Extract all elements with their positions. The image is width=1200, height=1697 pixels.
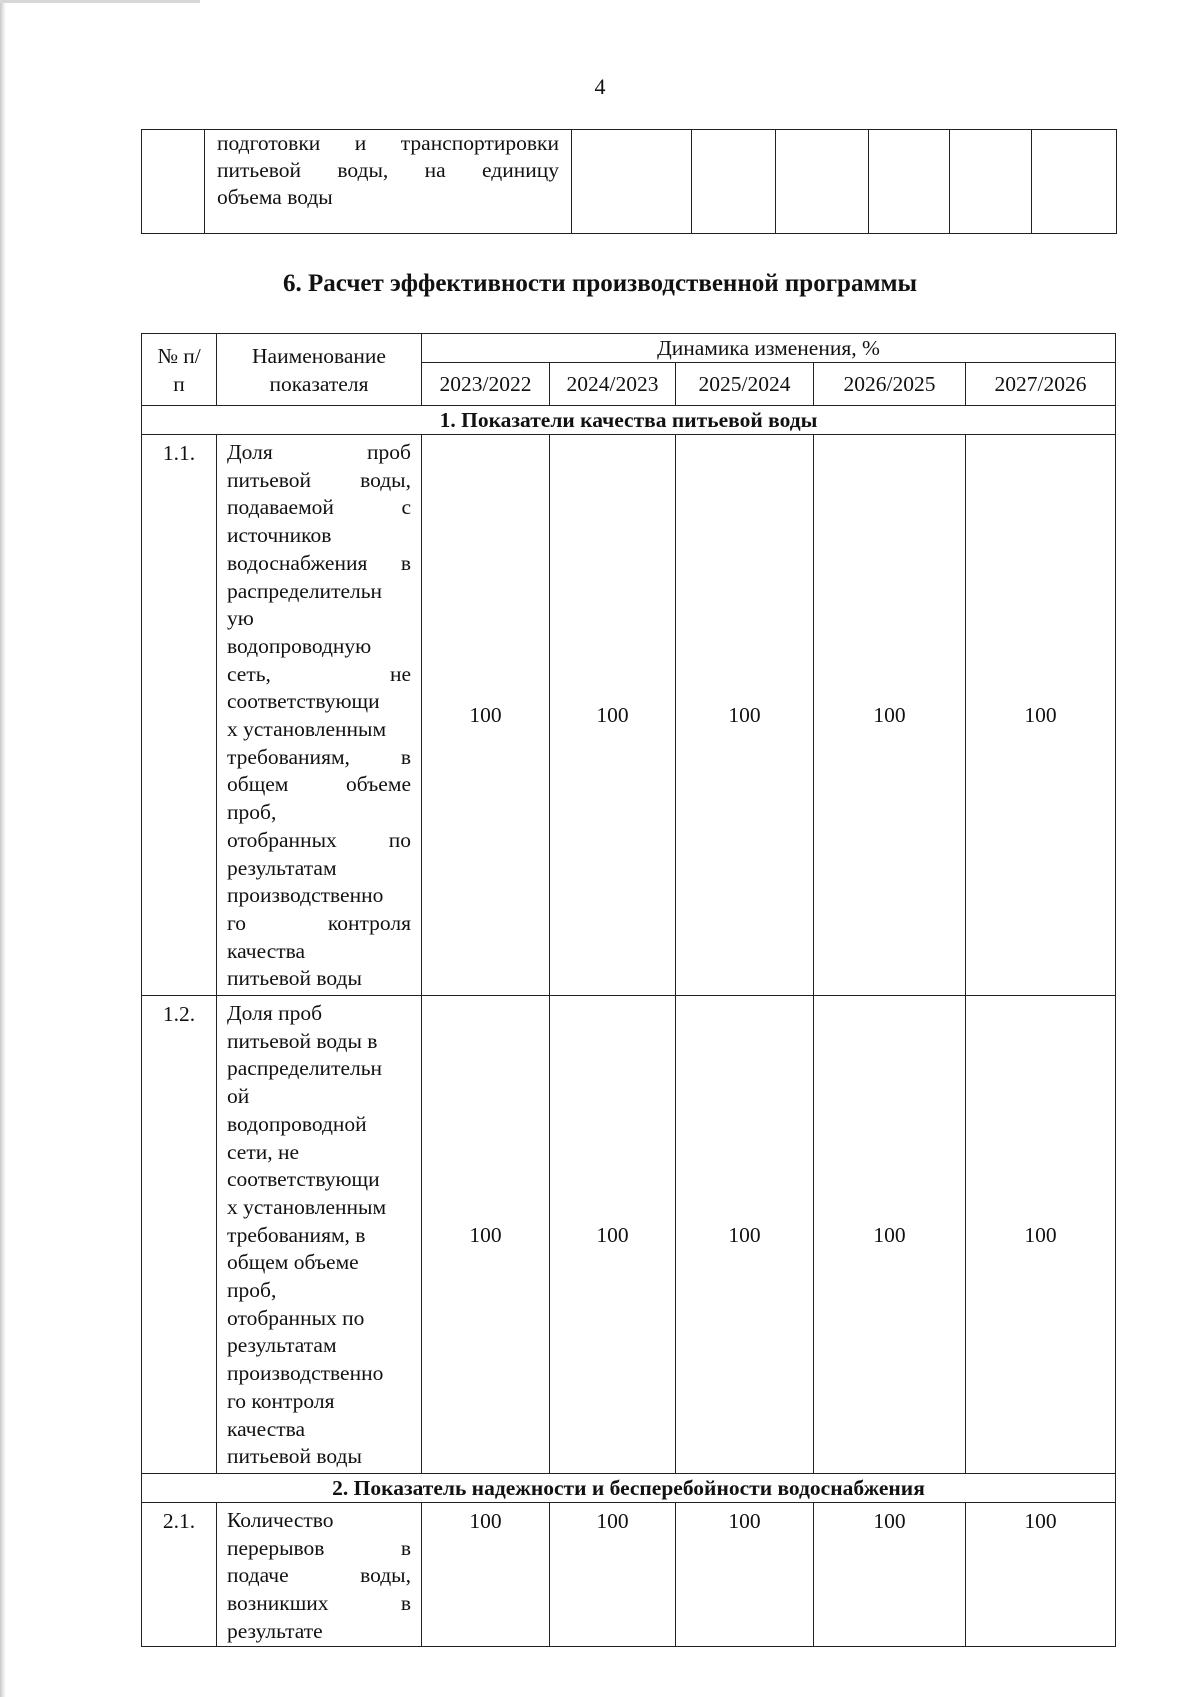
value-cell: 100 — [676, 1503, 814, 1647]
row-number: 1.2. — [142, 996, 217, 1474]
table-cell — [776, 130, 869, 234]
value-cell: 100 — [422, 1503, 550, 1647]
text-line: питьевой воды — [227, 966, 362, 991]
table-cell — [950, 130, 1032, 234]
text-line: водопроводную — [227, 633, 372, 658]
row-number: 2.1. — [142, 1503, 217, 1647]
header-year: 2023/2022 — [422, 363, 550, 406]
indicator-name — [217, 996, 422, 1474]
table-row — [142, 130, 1117, 234]
text-line: объема воды — [217, 185, 333, 209]
header-year: 2026/2025 — [814, 363, 966, 406]
text-line: результатам — [227, 855, 337, 880]
text-line: питьевой воды в — [227, 1028, 378, 1053]
text-line: сеть, не — [227, 661, 411, 686]
indicator-name — [217, 435, 422, 996]
text-line: производственно — [227, 1361, 384, 1386]
value-cell: 100 — [814, 435, 966, 996]
text-line: возникших в — [227, 1591, 411, 1616]
text-line: отобранных по — [227, 827, 411, 852]
header-year: 2024/2023 — [550, 363, 676, 406]
text-line: производственно — [227, 883, 384, 908]
text-line: проб, — [227, 1278, 277, 1303]
value-cell: 100 — [966, 1503, 1116, 1647]
value-cell: 100 — [814, 996, 966, 1474]
scan-edge — [0, 0, 6, 1697]
text-line: ой — [227, 1084, 250, 1109]
text-line: распределительн — [227, 1056, 383, 1081]
value-cell: 100 — [550, 996, 676, 1474]
category-row — [142, 1474, 1116, 1503]
text-line: Количество — [227, 1508, 334, 1532]
text-line: общем объеме — [227, 772, 411, 797]
text-line: х установленным — [227, 1194, 387, 1219]
value-cell: 100 — [422, 435, 550, 996]
text-line: отобранных по — [227, 1305, 365, 1330]
table-cell — [692, 130, 776, 234]
text-line: ую — [227, 606, 254, 631]
text-line: общем объеме — [227, 1250, 359, 1275]
text-line: проб, — [227, 800, 277, 825]
text-line: качества — [227, 938, 306, 963]
value-cell: 100 — [550, 435, 676, 996]
text-line: качества — [227, 1416, 306, 1441]
text-line: водоснабжения в — [227, 550, 411, 575]
text-line: Доля проб — [227, 440, 411, 464]
text-line: х установленным — [227, 717, 387, 742]
text-line: требованиям, в — [227, 744, 411, 769]
text-line: подаваемой с — [227, 495, 411, 520]
header-row — [142, 334, 1116, 363]
category-title: 1. Показатели качества питьевой воды — [142, 406, 1116, 435]
text-line: подготовки и транспортировки — [217, 131, 559, 155]
text-line: источников — [227, 523, 332, 548]
row-number: 1.1. — [142, 435, 217, 996]
text-line: результате — [227, 1618, 323, 1643]
header-year: 2027/2026 — [966, 363, 1116, 406]
text-line: Доля проб — [227, 1001, 323, 1025]
text-line: го контроля — [227, 1388, 335, 1413]
table-cell — [572, 130, 692, 234]
text-line: питьевой воды, — [227, 467, 411, 492]
scan-edge-top — [0, 0, 200, 3]
continuation-text — [205, 130, 572, 234]
page-number: 4 — [594, 74, 606, 99]
header-name: Наименование показателя — [217, 334, 422, 406]
continuation-table — [141, 129, 1117, 234]
table-cell — [869, 130, 950, 234]
table-cell — [142, 130, 205, 234]
text-line: питьевой воды, на единицу — [217, 158, 559, 182]
value-cell: 100 — [676, 996, 814, 1474]
value-cell: 100 — [966, 996, 1116, 1474]
value-cell: 100 — [966, 435, 1116, 996]
table-row — [142, 435, 1116, 996]
text-line: соответствующи — [227, 689, 380, 714]
text-line: перерывов в — [227, 1535, 411, 1560]
text-line: подаче воды, — [227, 1563, 411, 1588]
text-line: водопроводной — [227, 1111, 367, 1136]
value-cell: 100 — [422, 996, 550, 1474]
text-line: сети, не — [227, 1139, 300, 1164]
section-title: 6. Расчет эффективности производственной программы — [282, 270, 918, 297]
category-title: 2. Показатель надежности и бесперебойности водоснабжения — [142, 1474, 1116, 1503]
text-line: распределительн — [227, 578, 383, 603]
text-line: результатам — [227, 1333, 337, 1358]
value-cell: 100 — [676, 435, 814, 996]
value-cell: 100 — [814, 1503, 966, 1647]
efficiency-table — [141, 333, 1116, 1647]
table-cell — [1032, 130, 1117, 234]
header-dynamics: Динамика изменения, % — [422, 334, 1116, 363]
category-row — [142, 406, 1116, 435]
text-line: требованиям, в — [227, 1222, 366, 1247]
value-cell: 100 — [550, 1503, 676, 1647]
table-row — [142, 996, 1116, 1474]
header-num: № п/п — [142, 334, 217, 406]
indicator-name — [217, 1503, 422, 1647]
text-line: го контроля — [227, 910, 411, 935]
text-line: соответствующи — [227, 1167, 380, 1192]
table-row — [142, 1503, 1116, 1647]
text-line: питьевой воды — [227, 1444, 362, 1469]
header-year: 2025/2024 — [676, 363, 814, 406]
